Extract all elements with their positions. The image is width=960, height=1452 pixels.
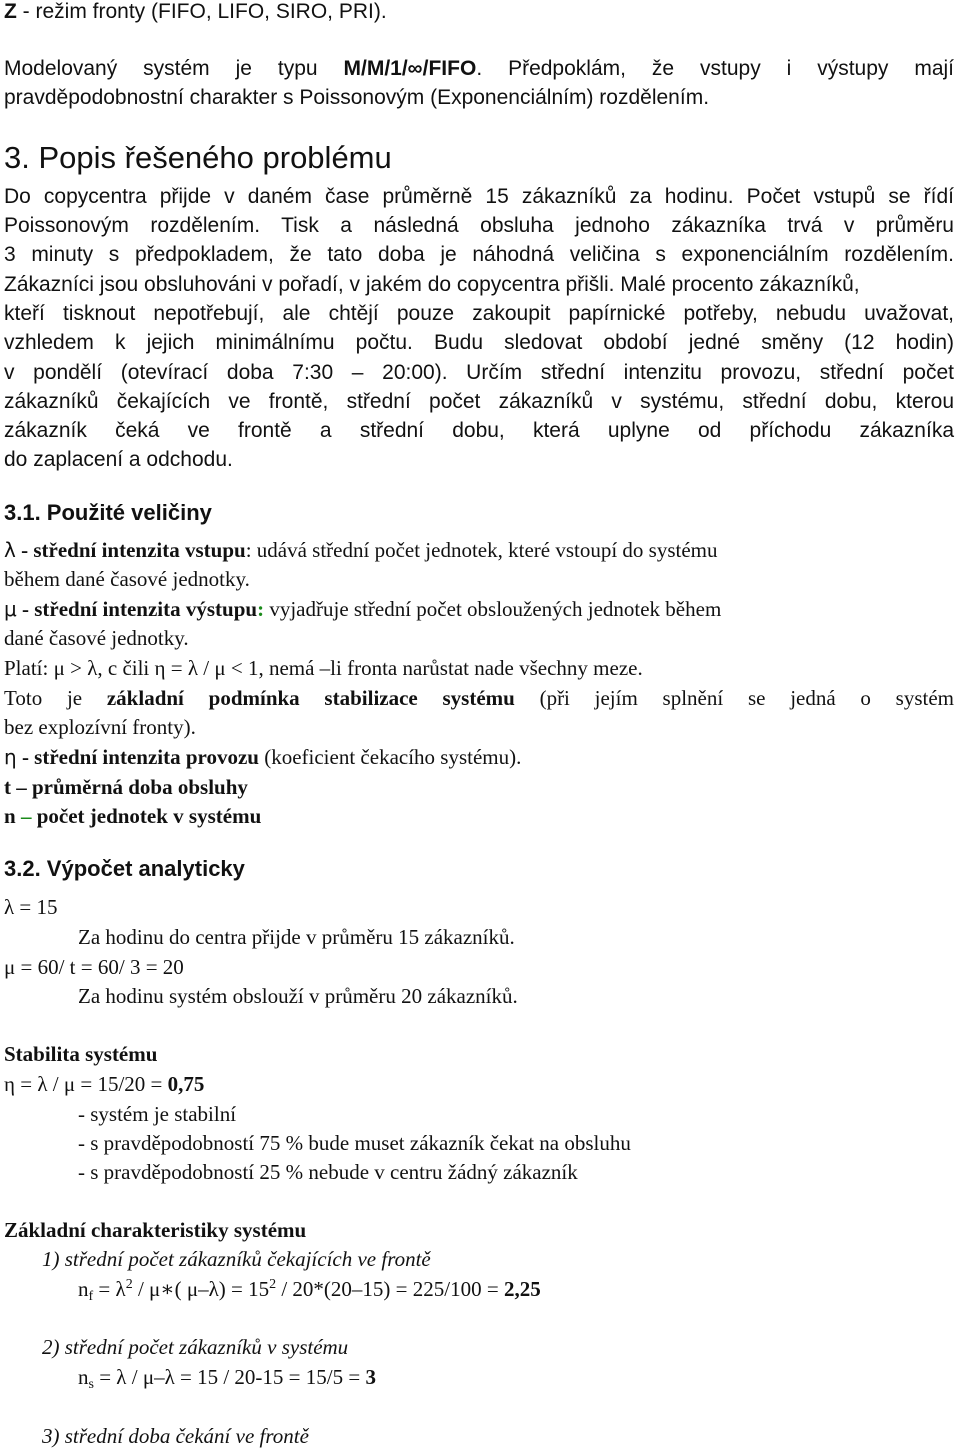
stability-equation: η = λ / μ = 15/20 = 0,75	[4, 1072, 205, 1096]
model-line-1: Modelovaný systém je typu M/M/1/∞/FIFO. Předpoklám, že vstupy i výstupy mají	[4, 57, 954, 80]
paragraph-line: v pondělí (otevírací doba 7:30 – 20:00). Určím střední intenzitu provozu, střední počet	[4, 361, 954, 384]
paragraph-line: Zákazníci jsou obsluhováni v pořadí, v jakém do copycentra přišli. Malé procento zákazníků,	[4, 273, 860, 296]
basics-item-2: 2) střední počet zákazníků v systému	[42, 1335, 349, 1359]
eta-symbol: η	[4, 745, 17, 769]
basics-heading: Základní charakteristiky systému	[4, 1218, 307, 1242]
z-symbol: Z	[4, 0, 17, 23]
t-definition: t – průměrná doba obsluhy	[4, 775, 248, 799]
mu-note: Za hodinu systém obslouží v průměru 20 zákazníků.	[78, 984, 518, 1008]
paragraph-line: Do copycentra přijde v daném čase průměrně 15 zákazníků za hodinu. Počet vstupů se řídí	[4, 185, 954, 208]
stability-item: - s pravděpodobností 25 % nebude v centru žádný zákazník	[78, 1160, 578, 1184]
paragraph-line: 3 minuty s předpokladem, že tato doba je náhodná veličina s exponenciálním rozdělením.	[4, 243, 954, 266]
lambda-symbol: λ	[4, 538, 16, 562]
basics-item-3: 3) střední doba čekání ve frontě	[42, 1424, 309, 1448]
queue-mode-line	[4, 0, 387, 24]
mu-equation: μ = 60/ t = 60/ 3 = 20	[4, 955, 184, 979]
section-3-1-heading: 3.1. Použité veličiny	[4, 500, 212, 525]
lambda-equation: λ = 15	[4, 895, 58, 919]
lambda-definition: λ - střední intenzita vstupu: udává střední počet jednotek, které vstoupí do systému	[4, 538, 718, 562]
stability-condition-line-2: bez explozívní fronty).	[4, 715, 196, 739]
model-line-2: pravděpodobnostní charakter s Poissonovým (Exponenciálním) rozdělením.	[4, 86, 710, 109]
paragraph-line: zákazník čeká ve frontě a střední dobu, která uplyne od příchodu zákazníka	[4, 419, 954, 442]
paragraph-line: kteří tisknout nepotřebují, ale chtějí pouze zakoupit papírnické potřeby, nebudu uvažovat,	[4, 302, 954, 325]
formula-2: $n_s = \lambda / \mu-\lambda = 15 / 20-15 = 15/5 = 3$	[78, 1365, 376, 1392]
stability-item: - s pravděpodobností 75 % bude muset zákazník čekat na obsluhu	[78, 1131, 631, 1155]
stability-heading: Stabilita systému	[4, 1042, 158, 1066]
section-3-2-heading: 3.2. Výpočet analyticky	[4, 856, 245, 881]
basics-item-1: 1) střední počet zákazníků čekajících ve frontě	[42, 1247, 431, 1271]
paragraph-line: vzhledem k jejich minimálnímu počtu. Budu sledovat období jedné směny (12 hodin)	[4, 331, 954, 354]
mu-symbol: μ	[4, 597, 17, 621]
model-type: M/M/1/∞/FIFO	[343, 57, 477, 80]
stability-condition-line: Toto je základní podmínka stabilizace systému (při jejím splnění se jedná o systém	[4, 686, 955, 710]
lambda-note: Za hodinu do centra přijde v průměru 15 zákazníků.	[78, 925, 515, 949]
eta-definition: η - střední intenzita provozu (koeficient čekacího systému).	[4, 745, 522, 769]
mu-definition: μ - střední intenzita výstupu: vyjadřuje střední počet obsloužených jednotek během	[4, 597, 722, 621]
section-3-heading: 3. Popis řešeného problému	[4, 140, 392, 175]
mu-definition-line-2: dané časové jednotky.	[4, 626, 189, 650]
formula-1: $n_f = \lambda^2$ / μ∗( $\mu-\lambda) = 15^2 / 20*(20-15) = 225/100 = 2,25$	[78, 1277, 541, 1304]
paragraph-line: do zaplacení a odchodu.	[4, 448, 233, 471]
stability-item: - systém je stabilní	[78, 1102, 237, 1126]
paragraph-line: zákazníků čekajících ve frontě, střední počet zákazníků v systému, střední dobu, kterou	[4, 390, 954, 413]
paragraph-line: Poissonovým rozdělením. Tisk a následná obsluha jednoho zákazníka trvá v průměru	[4, 214, 954, 237]
n-definition: n – počet jednotek v systému	[4, 804, 262, 828]
queue-mode-text: - režim fronty (FIFO, LIFO, SIRO, PRI).	[16, 0, 387, 23]
condition-line: Platí: μ > λ, c čili η = λ / μ < 1, nemá –li fronta narůstat nade všechny meze.	[4, 656, 643, 680]
lambda-definition-line-2: během dané časové jednotky.	[4, 567, 250, 591]
